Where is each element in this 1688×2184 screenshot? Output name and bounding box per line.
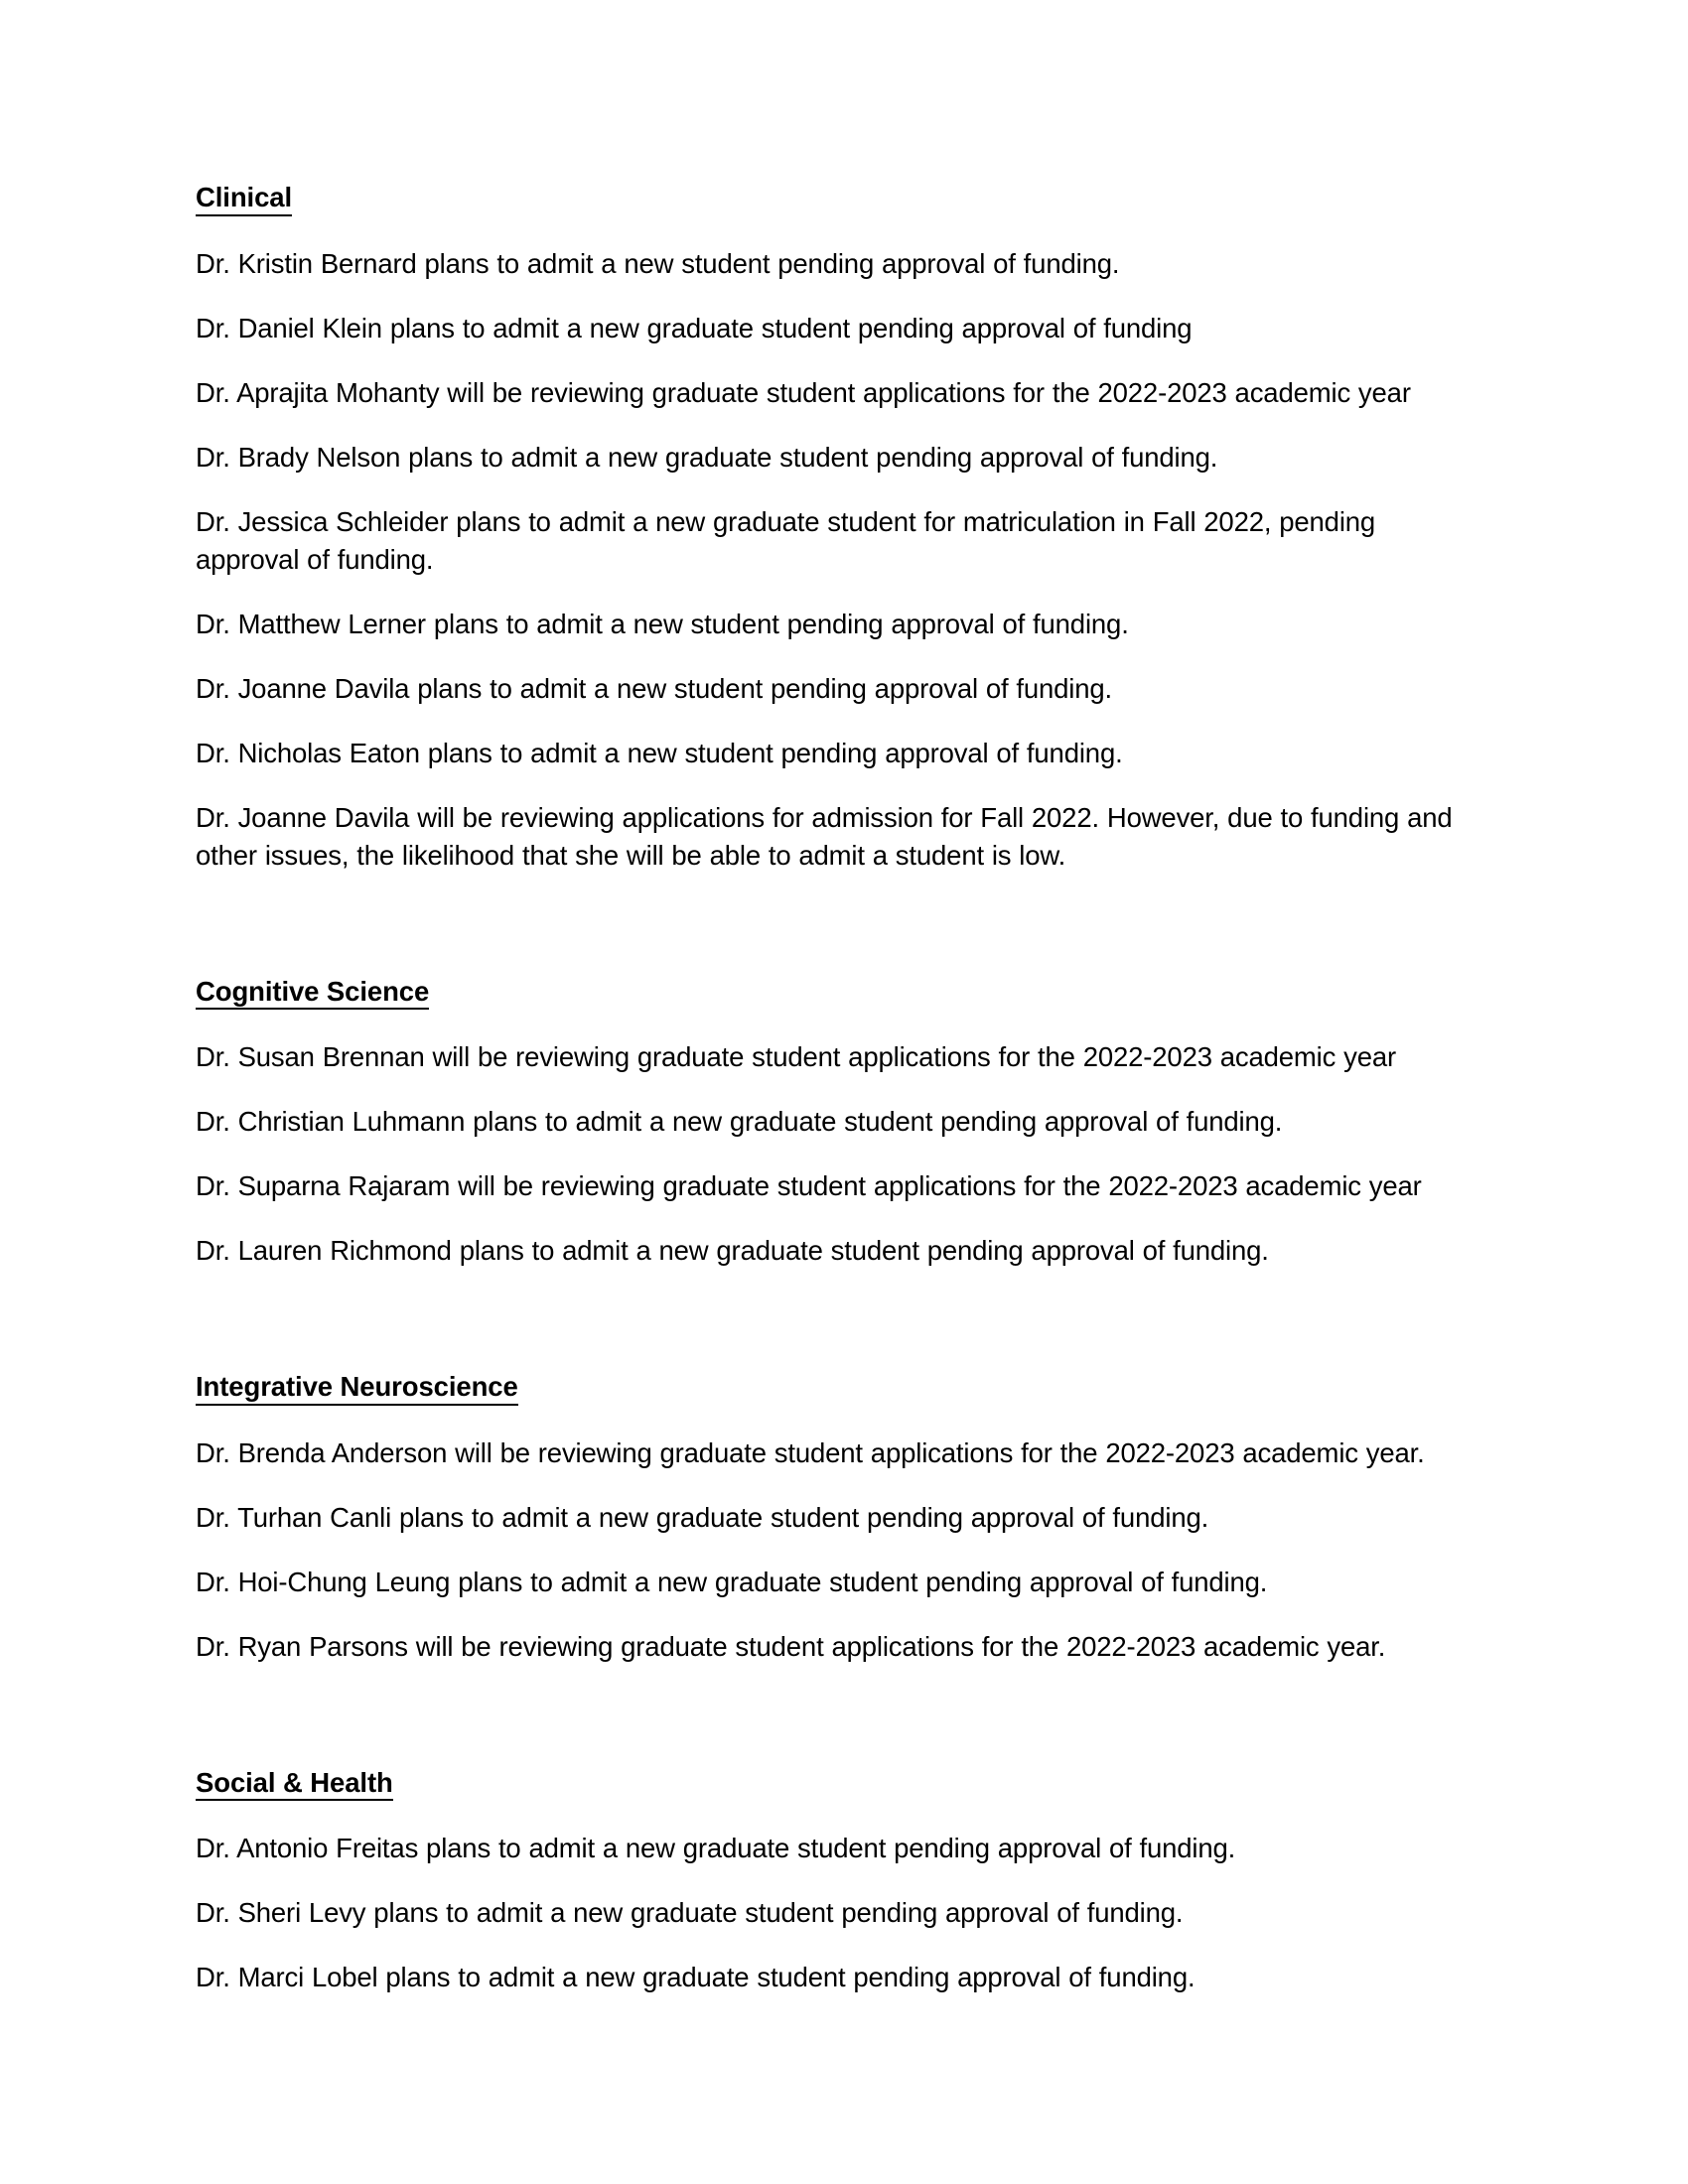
entry-paragraph: Dr. Brenda Anderson will be reviewing graduate student applications for the 2022-2023 academic year. bbox=[196, 1436, 1425, 1468]
spacer bbox=[196, 643, 1470, 670]
section-heading-text: Integrative Neuroscience bbox=[196, 1373, 518, 1406]
spacer bbox=[196, 772, 1470, 799]
entry-paragraph: Dr. Daniel Klein plans to admit a new graduate student pending approval of funding bbox=[196, 312, 1193, 343]
spacer bbox=[196, 283, 1470, 310]
spacer bbox=[196, 1010, 1470, 1038]
entry-paragraph: Dr. Suparna Rajaram will be reviewing graduate student applications for the 2022-2023 academic year bbox=[196, 1170, 1422, 1201]
section-heading bbox=[196, 1373, 1470, 1406]
entry-paragraph: Dr. Joanne Davila will be reviewing applications for admission for Fall 2022. However, due to funding and other issues, the likelihood that she will be able to admit a student is low. bbox=[196, 801, 1453, 871]
entry-paragraph: Dr. Brady Nelson plans to admit a new graduate student pending approval of funding. bbox=[196, 441, 1218, 473]
spacer bbox=[196, 1601, 1470, 1628]
spacer bbox=[196, 1205, 1470, 1232]
entry-paragraph: Dr. Susan Brennan will be reviewing graduate student applications for the 2022-2023 academic year bbox=[196, 1041, 1397, 1072]
entry-paragraph: Dr. Christian Luhmann plans to admit a new graduate student pending approval of funding. bbox=[196, 1106, 1283, 1137]
section-heading-text: Cognitive Science bbox=[196, 978, 429, 1011]
section-heading bbox=[196, 184, 1470, 216]
entry-paragraph: Dr. Marci Lobel plans to admit a new graduate student pending approval of funding. bbox=[196, 1962, 1196, 1992]
spacer bbox=[196, 579, 1470, 606]
section-integrative-neuroscience bbox=[196, 1373, 1470, 1666]
entry-paragraph: Dr. Kristin Bernard plans to admit a new student pending approval of funding. bbox=[196, 247, 1120, 279]
spacer bbox=[196, 347, 1470, 374]
entry-paragraph: Dr. Joanne Davila plans to admit a new student pending approval of funding. bbox=[196, 672, 1113, 704]
entry-paragraph: Dr. Turhan Canli plans to admit a new graduate student pending approval of funding. bbox=[196, 1501, 1209, 1533]
spacer bbox=[196, 1801, 1470, 1830]
entry-paragraph: Dr. Ryan Parsons will be reviewing graduate student applications for the 2022-2023 academic year. bbox=[196, 1630, 1386, 1662]
section-social-health bbox=[196, 1766, 1470, 1997]
entry-paragraph: Dr. Aprajita Mohanty will be reviewing graduate student applications for the 2022-2023 academic year bbox=[196, 376, 1411, 408]
spacer bbox=[196, 1932, 1470, 1959]
section-cognitive-science bbox=[196, 975, 1470, 1271]
entry-paragraph: Dr. Jessica Schleider plans to admit a new graduate student for matriculation in Fall 2022, pending approval of funding. bbox=[196, 505, 1376, 575]
entry-paragraph: Dr. Hoi-Chung Leung plans to admit a new graduate student pending approval of funding. bbox=[196, 1566, 1268, 1597]
document-body bbox=[196, 184, 1470, 1996]
spacer bbox=[196, 1406, 1470, 1434]
spacer bbox=[196, 216, 1470, 245]
spacer bbox=[196, 1537, 1470, 1564]
entry-paragraph: Dr. Antonio Freitas plans to admit a new graduate student pending approval of funding. bbox=[196, 1833, 1236, 1863]
spacer bbox=[196, 477, 1470, 503]
entry-paragraph: Dr. Matthew Lerner plans to admit a new student pending approval of funding. bbox=[196, 608, 1129, 639]
spacer bbox=[196, 1666, 1470, 1769]
spacer bbox=[196, 875, 1470, 978]
section-heading bbox=[196, 975, 1470, 1011]
entry-paragraph: Dr. Lauren Richmond plans to admit a new graduate student pending approval of funding. bbox=[196, 1235, 1269, 1266]
spacer bbox=[196, 1076, 1470, 1103]
spacer bbox=[196, 1270, 1470, 1373]
section-clinical bbox=[196, 184, 1470, 875]
section-heading-text: Clinical bbox=[196, 184, 292, 216]
section-heading bbox=[196, 1766, 1470, 1802]
spacer bbox=[196, 412, 1470, 439]
section-heading-text: Social & Health bbox=[196, 1769, 393, 1802]
spacer bbox=[196, 1867, 1470, 1894]
spacer bbox=[196, 1141, 1470, 1167]
entry-paragraph: Dr. Nicholas Eaton plans to admit a new student pending approval of funding. bbox=[196, 737, 1123, 768]
spacer bbox=[196, 1472, 1470, 1499]
spacer bbox=[196, 708, 1470, 735]
entry-paragraph: Dr. Sheri Levy plans to admit a new graduate student pending approval of funding. bbox=[196, 1897, 1184, 1928]
